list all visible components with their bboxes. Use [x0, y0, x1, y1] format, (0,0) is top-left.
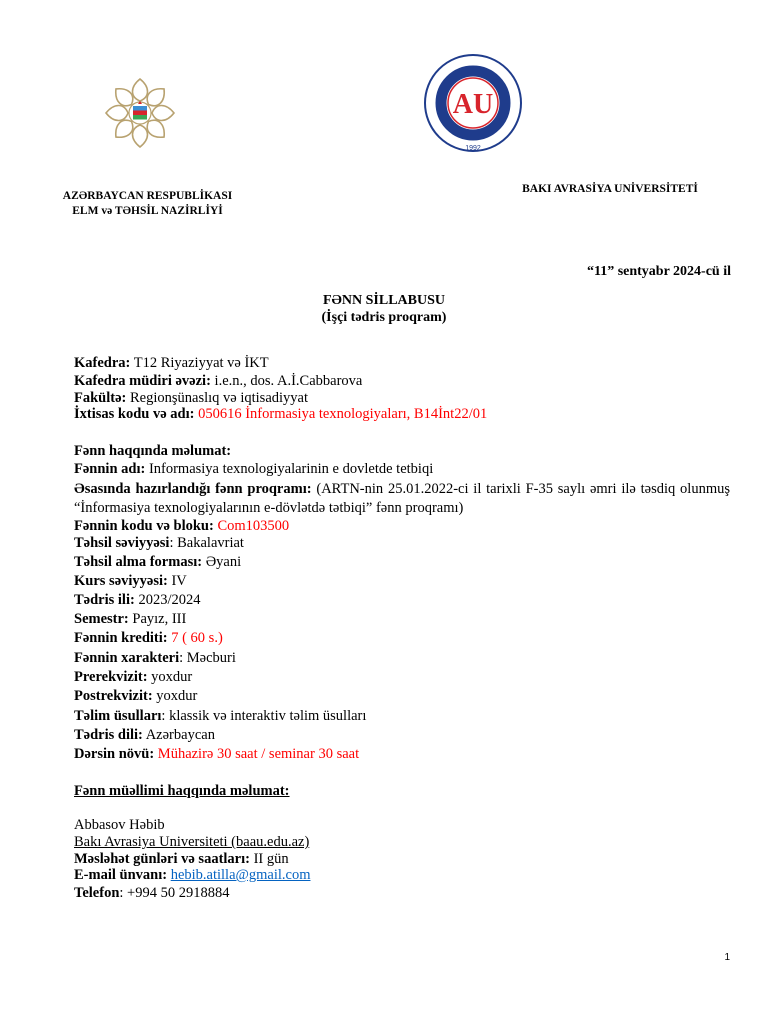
methods-label: Təlim üsulları	[74, 708, 162, 724]
head-value: i.e.n., dos. A.İ.Cabbarova	[210, 373, 363, 389]
email-row	[74, 867, 310, 884]
credit-label: Fənnin krediti:	[74, 630, 168, 646]
document-date: “11” sentyabr 2024-cü il	[586, 264, 731, 279]
academic-year-value: 2023/2024	[134, 592, 201, 608]
course-program-value: (ARTN-nin 25.01.2022-ci il tarixli F-35 saylı əmri ilə təsdiq olunmuş “İnformasiya texnologiyalarının e-dövlətdə tətbiqi” fənn proqramı)	[74, 481, 730, 516]
faculty-label: Fakültə:	[74, 390, 127, 406]
education-form-value: Əyani	[202, 554, 242, 570]
methods-row	[74, 708, 366, 725]
character-label: Fənnin xarakteri	[74, 650, 180, 666]
teacher-university: Bakı Avrasiya Universiteti (baau.edu.az)	[74, 834, 310, 850]
specialty-label: İxtisas kodu və adı:	[74, 406, 195, 422]
ministry-emblem	[90, 73, 190, 153]
course-level-row	[74, 573, 187, 590]
postrequisite-row	[74, 688, 197, 705]
postrequisite-label: Postrekvizit:	[74, 688, 153, 704]
credit-value: 7 ( 60 s.)	[167, 630, 223, 646]
course-name-value: Informasiya texnologiyalarinin e dovletde tetbiqi	[145, 461, 434, 477]
title-line2: (İşçi tədris proqram)	[321, 310, 447, 325]
document-title	[0, 292, 768, 326]
academic-year-row	[74, 592, 200, 609]
character-row	[74, 650, 236, 667]
lesson-type-label: Dərsin növü:	[74, 746, 155, 762]
ministry-line1: AZƏRBAYCAN RESPUBLİKASI	[62, 190, 233, 202]
logo-mark-text: AU	[452, 89, 494, 120]
semester-label: Semestr:	[74, 611, 129, 627]
faculty-row	[74, 390, 308, 407]
kafedra-value: T12 Riyaziyyat və İKT	[130, 355, 269, 371]
ministry-line2: ELM və TƏHSİL NAZİRLİYİ	[72, 205, 223, 217]
course-code-label: Fənnin kodu və bloku:	[74, 518, 214, 534]
course-code-value: Com103500	[213, 518, 290, 534]
teacher-section-label: Fənn müəllimi haqqında məlumat:	[74, 783, 290, 799]
course-level-label: Kurs səviyyəsi:	[74, 573, 168, 589]
course-name-label: Fənnin adı:	[74, 461, 146, 477]
character-value: : Məcburi	[179, 650, 236, 666]
university-name: BAKI AVRASİYA UNİVERSİTETİ	[522, 183, 698, 195]
education-level-value: : Bakalavriat	[169, 535, 244, 551]
education-level-row	[74, 535, 244, 552]
education-form-label: Təhsil alma forması:	[74, 554, 203, 570]
course-program-row	[74, 480, 730, 518]
specialty-row	[74, 406, 487, 423]
postrequisite-value: yoxdur	[152, 688, 198, 704]
consultation-value: II gün	[249, 851, 289, 867]
ministry-name	[40, 189, 255, 219]
semester-value: Payız, III	[128, 611, 187, 627]
teacher-name: Abbasov Həbib	[74, 817, 165, 833]
phone-label: Telefon	[74, 885, 120, 901]
course-section-title	[74, 443, 231, 460]
course-section-label: Fənn haqqında məlumat:	[74, 443, 232, 459]
kafedra-row	[74, 355, 269, 372]
language-label: Tədris dili:	[74, 727, 143, 743]
page-number: 1	[724, 952, 730, 963]
language-row	[74, 727, 215, 744]
education-form-row	[74, 554, 241, 571]
consultation-label: Məsləhət günləri və saatları:	[74, 851, 250, 867]
head-row	[74, 373, 362, 390]
course-program-label: Əsasında hazırlandığı fənn proqramı:	[74, 481, 312, 497]
academic-year-label: Tədris ili:	[74, 592, 135, 608]
course-code-row	[74, 518, 289, 535]
methods-value: : klassik və interaktiv təlim üsulları	[161, 708, 367, 724]
phone-row	[74, 885, 229, 902]
language-value: Azərbaycan	[142, 727, 215, 743]
course-name-row	[74, 461, 433, 478]
head-label: Kafedra müdiri əvəzi:	[74, 373, 211, 389]
lesson-type-value: Mühazirə 30 saat / seminar 30 saat	[154, 746, 360, 762]
credit-row	[74, 630, 223, 647]
kafedra-label: Kafedra:	[74, 355, 131, 371]
lesson-type-row	[74, 746, 359, 763]
prerequisite-row	[74, 669, 192, 686]
faculty-value: Regionşünaslıq və iqtisadiyyat	[126, 390, 308, 406]
prerequisite-label: Prerekvizit:	[74, 669, 148, 685]
teacher-section-title	[74, 783, 290, 800]
course-level-value: IV	[167, 573, 187, 589]
university-logo	[412, 50, 534, 156]
email-link[interactable]: hebib.atilla@gmail.com	[170, 867, 311, 883]
semester-row	[74, 611, 186, 628]
title-line1: FƏNN SİLLABUSU	[323, 293, 445, 308]
email-label: E-mail ünvanı:	[74, 867, 168, 883]
phone-value: : +994 50 2918884	[119, 885, 230, 901]
specialty-value: 050616 İnformasiya texnologiyaları, B14İnt22/01	[194, 406, 488, 422]
logo-year-text: 1992	[465, 145, 481, 152]
prerequisite-value: yoxdur	[147, 669, 193, 685]
consultation-row	[74, 851, 289, 868]
education-level-label: Təhsil səviyyəsi	[74, 535, 170, 551]
